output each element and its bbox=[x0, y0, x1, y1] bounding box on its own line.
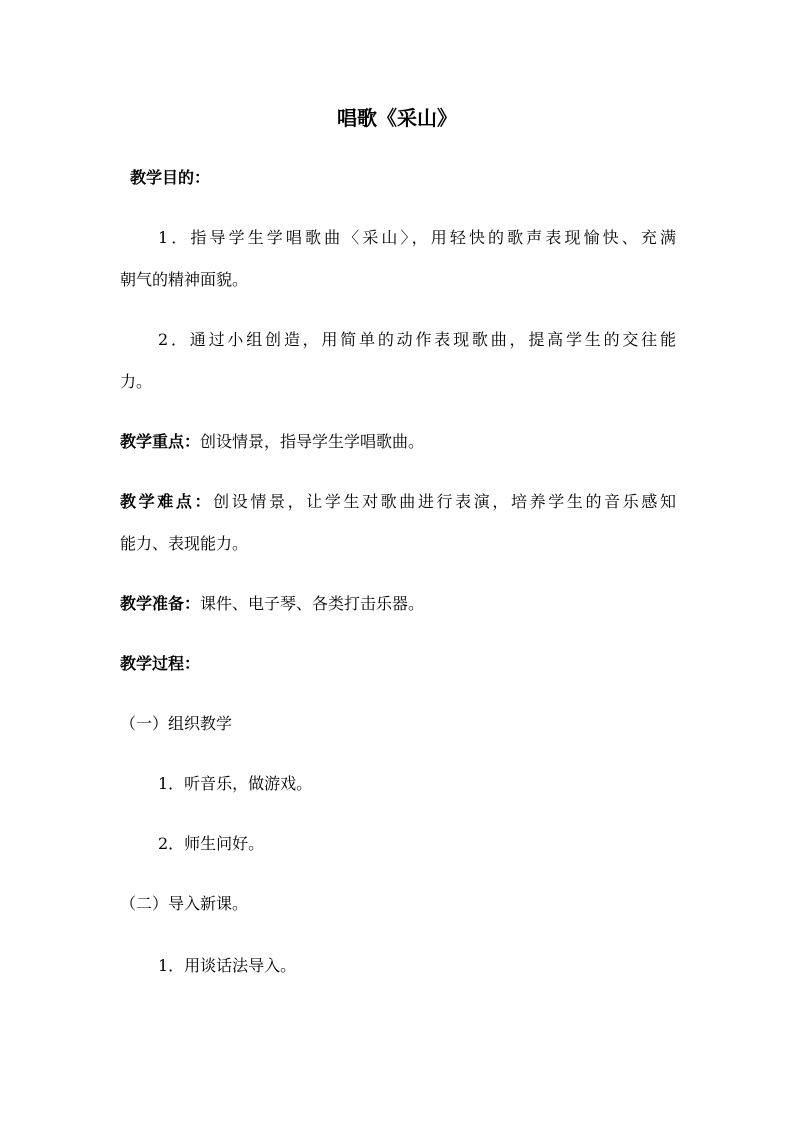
objectives-heading: 教学目的： bbox=[130, 168, 211, 187]
objective-2-line-2: 力。 bbox=[120, 372, 153, 391]
difficulty-text-line-1: 创设情景，让学生对歌曲进行表演，培养学生的音乐感知 bbox=[213, 492, 676, 511]
process-heading: 教学过程： bbox=[120, 654, 201, 673]
key-points-label: 教学重点： bbox=[120, 432, 201, 451]
preparation-text: 课件、电子琴、各类打击乐器。 bbox=[200, 594, 425, 613]
preparation-label: 教学准备： bbox=[120, 594, 201, 613]
section-1-heading: （一）组织教学 bbox=[120, 714, 233, 733]
key-points-text: 创设情景，指导学生学唱歌曲。 bbox=[200, 432, 425, 451]
preparation-paragraph bbox=[120, 594, 424, 614]
difficulty-line-2: 能力、表现能力。 bbox=[120, 534, 249, 553]
section-1-item-1: 1．听音乐，做游戏。 bbox=[158, 774, 313, 793]
objective-1-line-1: 1．指导学生学唱歌曲〈采山〉，用轻快的歌声表现愉快、充满 bbox=[158, 228, 676, 247]
objective-1-line-2: 朝气的精神面貌。 bbox=[120, 270, 249, 289]
section-1-item-2: 2．师生问好。 bbox=[158, 834, 265, 853]
section-2-heading: （二）导入新课。 bbox=[120, 894, 249, 913]
document-title: 唱歌《采山》 bbox=[337, 106, 457, 130]
section-2-item-1: 1．用谈话法导入。 bbox=[158, 956, 297, 975]
difficulty-line-1 bbox=[120, 492, 676, 512]
objective-2-line-1: 2．通过小组创造，用简单的动作表现歌曲，提高学生的交往能 bbox=[158, 330, 676, 349]
difficulty-label: 教学难点： bbox=[120, 492, 214, 511]
key-points-paragraph bbox=[120, 432, 424, 452]
